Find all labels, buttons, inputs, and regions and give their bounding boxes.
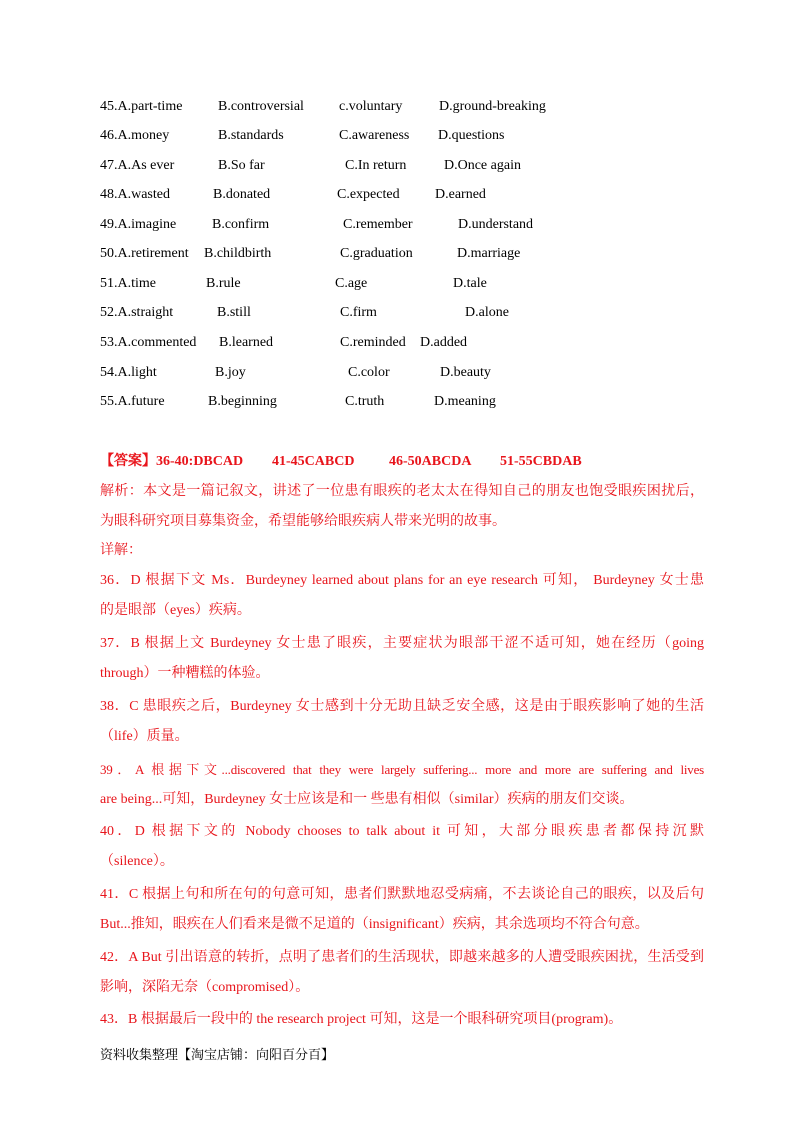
- option-d: D.Once again: [444, 158, 521, 173]
- option-row-50: [0, 243, 800, 265]
- explanation-line: 影响，深陷无奈（compromised）。: [100, 980, 310, 995]
- explanation-36: [100, 566, 704, 626]
- option-d: D.alone: [465, 305, 509, 320]
- explanation-37: [100, 629, 704, 689]
- option-d: D.earned: [435, 187, 486, 202]
- option-d: D.ground-breaking: [439, 99, 546, 114]
- analysis-line: 解析：本文是一篇记叙文，讲述了一位患有眼疾的老太太在得知自己的朋友也饱受眼疾困扰后，: [100, 484, 704, 499]
- option-c: C.reminded: [340, 335, 406, 350]
- option-d: D.questions: [438, 128, 505, 143]
- explanation-line: 39．A 根据下文...discovered that they were largely suffering... more and more are suffering and lives: [100, 762, 704, 777]
- explanation-line: through）一种糟糕的体验。: [100, 666, 270, 681]
- option-row-47: [0, 155, 800, 177]
- analysis-line: 为眼科研究项目募集资金，希望能够给眼疾病人带来光明的故事。: [100, 514, 506, 529]
- option-c: C.In return: [345, 158, 407, 173]
- option-a: 45.A.part-time: [100, 99, 183, 114]
- option-d: D.marriage: [457, 246, 521, 261]
- explanation-38: [100, 692, 704, 752]
- option-a: 47.A.As ever: [100, 158, 175, 173]
- answer-label: 【答案】36-40:DBCAD: [100, 454, 244, 469]
- option-row-48: [0, 184, 800, 206]
- option-a: 53.A.commented: [100, 335, 197, 350]
- option-b: B.So far: [218, 158, 265, 173]
- option-a: 46.A.money: [100, 128, 170, 143]
- answer-group-41-45: 41-45CABCD: [272, 454, 355, 469]
- option-a: 52.A.straight: [100, 305, 174, 320]
- option-c: C.expected: [337, 187, 400, 202]
- option-c: C.truth: [345, 394, 385, 409]
- answer-group-51-55: 51-55CBDAB: [500, 454, 582, 469]
- option-c: C.awareness: [339, 128, 410, 143]
- explanation-line: 43．B 根据最后一段中的 the research project 可知，这是一个眼科研究项目(program)。: [100, 1012, 623, 1027]
- option-d: D.understand: [458, 217, 534, 232]
- option-a: 49.A.imagine: [100, 217, 177, 232]
- option-row-45: [0, 96, 800, 118]
- option-b: B.controversial: [218, 99, 304, 114]
- explanation-39: [100, 755, 704, 815]
- option-row-54: [0, 362, 800, 384]
- option-c: C.graduation: [340, 246, 413, 261]
- explanation-line: 的是眼部（eyes）疾病。: [100, 603, 251, 618]
- option-c: C.age: [335, 276, 368, 291]
- explanation-line: are being...可知，Burdeyney 女士应该是和一 些患有相似（similar）疾病的朋友们交谈。: [100, 792, 634, 807]
- option-d: D.beauty: [440, 365, 491, 380]
- option-a: 48.A.wasted: [100, 187, 170, 202]
- explanation-line: （life）质量。: [100, 729, 189, 744]
- option-b: B.donated: [213, 187, 271, 202]
- explanation-43: [100, 1005, 704, 1035]
- explanation-line: （silence）。: [100, 854, 174, 869]
- option-row-46: [0, 125, 800, 147]
- option-row-55: [0, 391, 800, 413]
- explanation-42: [100, 943, 704, 1003]
- explanation-line: 41．C 根据上句和所在句的句意可知，患者们默默地忍受病痛，不去谈论自己的眼疾，以及后句: [100, 887, 704, 902]
- option-row-49: [0, 214, 800, 236]
- option-c: C.firm: [340, 305, 377, 320]
- option-row-53: [0, 332, 800, 354]
- option-d: D.tale: [453, 276, 487, 291]
- option-b: B.rule: [206, 276, 241, 291]
- option-b: B.beginning: [208, 394, 277, 409]
- option-d: D.meaning: [434, 394, 496, 409]
- explanation-40: [100, 817, 704, 877]
- answer-line: [100, 451, 704, 473]
- option-b: B.still: [217, 305, 251, 320]
- option-c: C.color: [348, 365, 390, 380]
- explanation-line: 40．D 根据下文的 Nobody chooses to talk about it 可知，大部分眼疾患者都保持沉默: [100, 824, 704, 839]
- option-row-51: [0, 273, 800, 295]
- answer-group-46-50: 46-50ABCDA: [389, 454, 472, 469]
- page-footer: 资料收集整理【淘宝店铺：向阳百分百】: [100, 1047, 335, 1062]
- option-d: D.added: [420, 335, 468, 350]
- option-a: 51.A.time: [100, 276, 156, 291]
- explanation-line: 38．C 患眼疾之后，Burdeyney 女士感到十分无助且缺乏安全感，这是由于眼疾影响了她的生活: [100, 699, 704, 714]
- option-row-52: [0, 302, 800, 324]
- explanation-line: 42．A But 引出语意的转折，点明了患者们的生活现状，即越来越多的人遭受眼疾困扰，生活受到: [100, 950, 704, 965]
- option-b: B.standards: [218, 128, 284, 143]
- option-c: c.voluntary: [339, 99, 403, 114]
- explanation-line: 37．B 根据上文 Burdeyney 女士患了眼疾，主要症状为眼部干涩不适可知，她在经历（going: [100, 636, 704, 651]
- option-b: B.childbirth: [204, 246, 272, 261]
- option-c: C.remember: [343, 217, 413, 232]
- analysis-paragraph: [100, 477, 704, 537]
- option-b: B.confirm: [212, 217, 270, 232]
- explanation-41: [100, 880, 704, 940]
- option-a: 54.A.light: [100, 365, 157, 380]
- option-a: 50.A.retirement: [100, 246, 189, 261]
- option-a: 55.A.future: [100, 394, 165, 409]
- option-b: B.learned: [219, 335, 274, 350]
- detail-label: 详解：: [100, 543, 142, 558]
- explanation-line: 36．D 根据下文 Ms．Burdeyney learned about plans for an eye research 可知， Burdeyney 女士患: [100, 573, 704, 588]
- explanation-line: But...推知，眼疾在人们看来是微不足道的（insignificant）疾病，其余选项均不符合句意。: [100, 917, 649, 932]
- option-b: B.joy: [215, 365, 246, 380]
